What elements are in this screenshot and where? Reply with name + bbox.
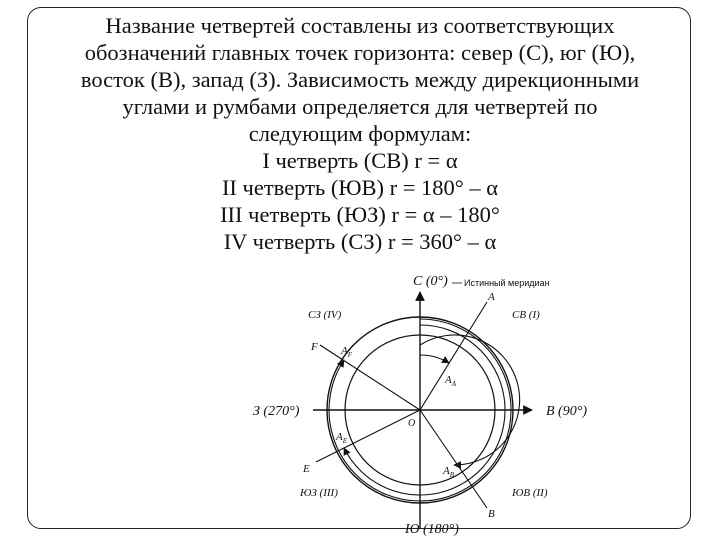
ray-e [316,410,420,462]
text-line-4: углами и румбами определяется для четвертей по [122,94,598,119]
text-line-3: восток (В), запад (З). Зависимость между дирекционными [80,67,640,92]
label-point-a: A [488,291,495,303]
arc-angle-a [420,355,449,363]
label-point-f: F [311,341,318,353]
label-angle-a: $A_A$ [445,374,457,388]
formula-quarter-2: II четверть (ЮВ) r = 180° – α [221,175,499,200]
spacer [0,276,720,280]
label-north: С (0°) [413,274,448,289]
label-angle-f: $A_F$ [341,345,353,359]
label-quarter-se: ЮВ (II) [512,487,548,499]
label-south: Ю (180°) [405,522,459,537]
label-origin: О [408,418,416,429]
text-line-1: Название четвертей составлены из соответствующих [105,13,615,38]
label-west: З (270°) [253,404,300,419]
label-angle-b: $A_B$ [443,465,455,479]
label-meridian: Истинный меридиан [464,278,550,288]
label-point-e: E [303,463,310,475]
label-quarter-ne: СВ (I) [512,309,540,321]
label-angle-e: $A_E$ [336,431,348,445]
label-quarter-sw: ЮЗ (III) [300,487,338,499]
formula-quarter-4: IV четверть (СЗ) r = 360° – α [223,229,497,254]
formula-quarter-1: I четверть (СВ) r = α [262,148,458,173]
label-east: В (90°) [546,404,587,419]
text-line-5: следующим формулам: [248,121,472,146]
formula-quarter-3: III четверть (ЮЗ) r = α – 180° [220,202,500,227]
text-line-2: обозначений главных точек горизонта: север (С), юг (Ю), [84,40,636,65]
label-quarter-nw: СЗ (IV) [308,309,342,321]
label-point-b: B [488,508,495,520]
